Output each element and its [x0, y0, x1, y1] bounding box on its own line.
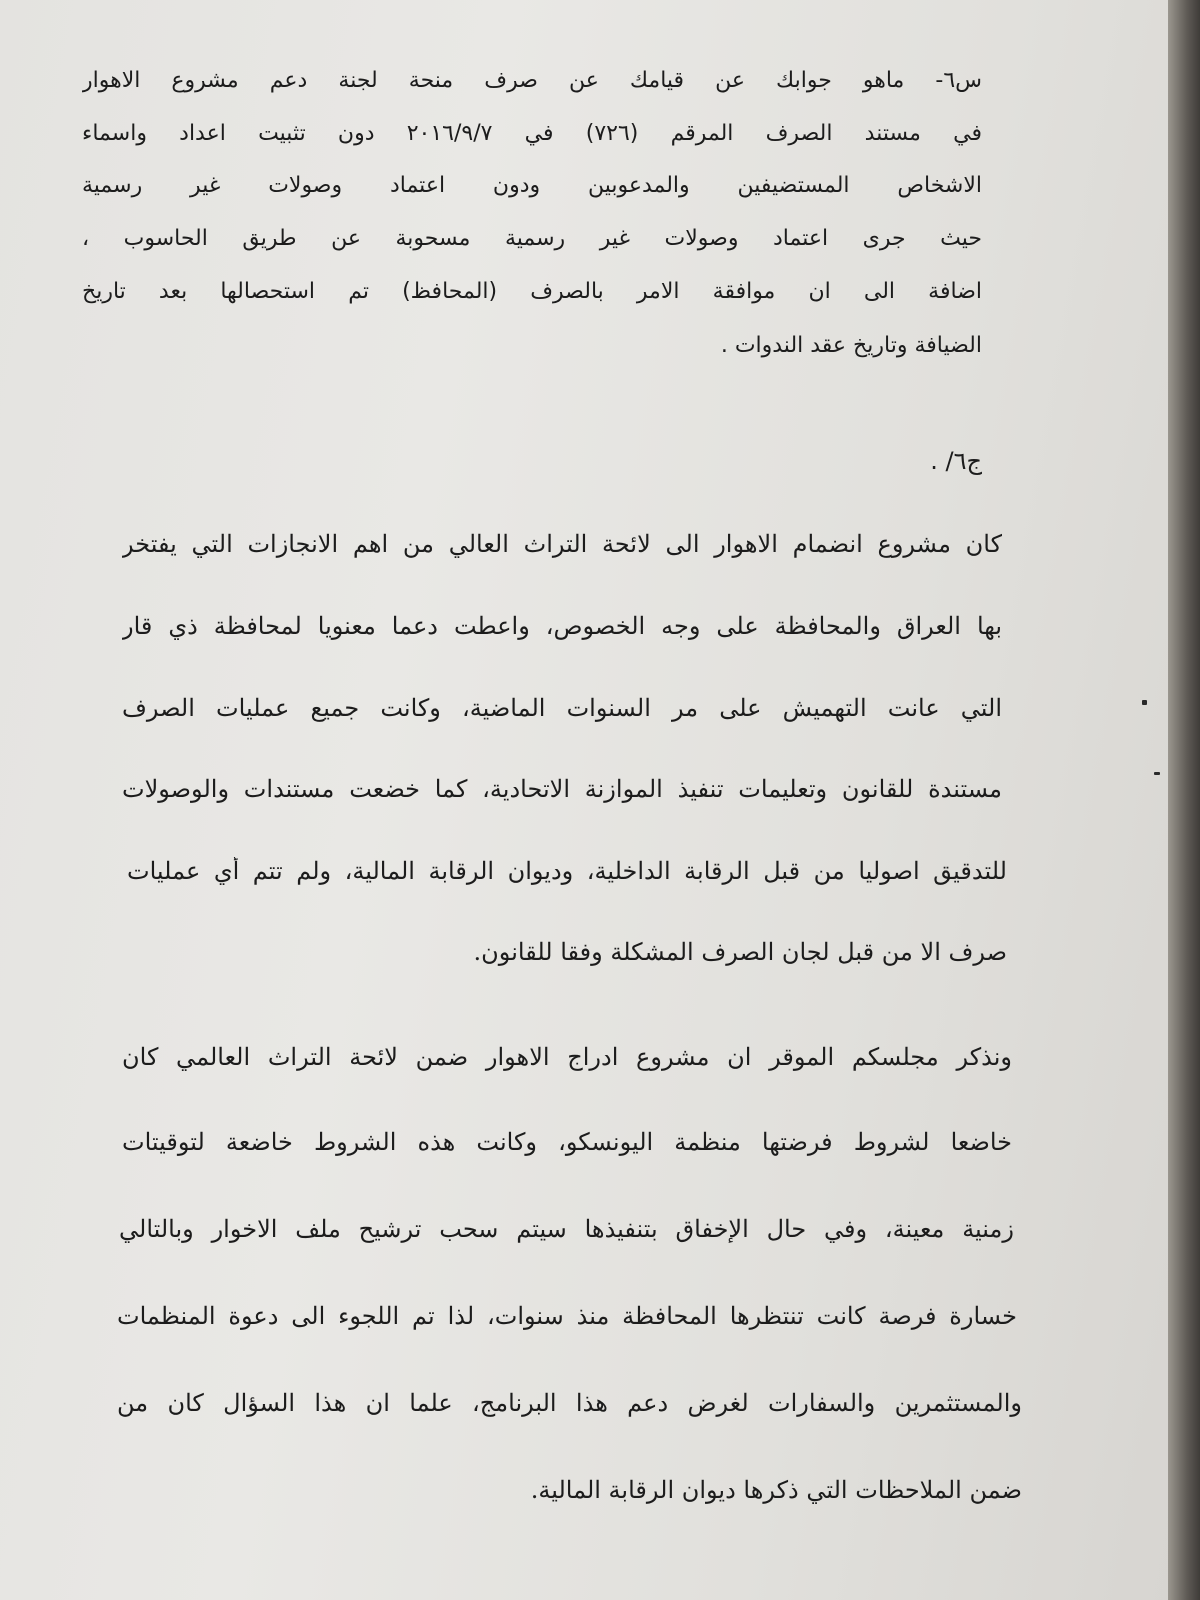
answer-p1-line-5: للتدقيق اصوليا من قبل الرقابة الداخلية، وديوان الرقابة المالية، ولم تتم أي عمليات [127, 857, 1007, 885]
answer-p2-line-5: والمستثمرين والسفارات لغرض دعم هذا البرنامج، علما ان هذا السؤال كان من [117, 1389, 1022, 1417]
answer-p2-line-2: خاضعا لشروط فرضتها منظمة اليونسكو، وكانت هذه الشروط خاضعة لتوقيتات [122, 1128, 1012, 1156]
answer-p1-line-1: كان مشروع انضمام الاهوار الى لائحة التراث العالي من اهم الانجازات التي يفتخر [122, 530, 1002, 558]
question-line-1: س٦- ماهو جوابك عن قيامك عن صرف منحة لجنة دعم مشروع الاهوار [82, 68, 982, 93]
answer-label: ج٦/ . [930, 447, 982, 475]
question-line-2: في مستند الصرف المرقم (٧٢٦) في ٢٠١٦/٩/٧ دون تثبيت اعداد واسماء [82, 121, 982, 146]
answer-p1-line-6: صرف الا من قبل لجان الصرف المشكلة وفقا للقانون. [473, 938, 1007, 966]
margin-mark [1142, 700, 1147, 705]
margin-mark [1154, 772, 1160, 775]
answer-p2-line-4: خسارة فرصة كانت تنتظرها المحافظة منذ سنوات، لذا تم اللجوء الى دعوة المنظمات [117, 1302, 1017, 1330]
question-line-3: الاشخاص المستضيفين والمدعوبين ودون اعتماد وصولات غير رسمية [82, 173, 982, 198]
answer-p2-line-6: ضمن الملاحظات التي ذكرها ديوان الرقابة المالية. [530, 1476, 1022, 1504]
question-line-6: الضيافة وتاريخ عقد الندوات . [720, 333, 982, 358]
answer-p2-line-3: زمنية معينة، وفي حال الإخفاق بتنفيذها سيتم سحب ترشيح ملف الاخوار وبالتالي [119, 1215, 1014, 1243]
answer-p1-line-3: التي عانت التهميش على مر السنوات الماضية، وكانت جميع عمليات الصرف [122, 694, 1002, 722]
answer-p1-line-4: مستندة للقانون وتعليمات تنفيذ الموازنة الاتحادية، كما خضعت مستندات والوصولات [122, 775, 1002, 803]
page-edge-shadow [1168, 0, 1200, 1600]
question-line-5: اضافة الى ان موافقة الامر بالصرف (المحافظ) تم استحصالها بعد تاريخ [82, 279, 982, 304]
answer-p1-line-2: بها العراق والمحافظة على وجه الخصوص، واعطت دعما معنويا لمحافظة ذي قار [122, 612, 1002, 640]
answer-p2-line-1: ونذكر مجلسكم الموقر ان مشروع ادراج الاهوار ضمن لائحة التراث العالمي كان [122, 1043, 1012, 1071]
question-line-4: حيث جرى اعتماد وصولات غير رسمية مسحوبة عن طريق الحاسوب ، [82, 226, 982, 251]
